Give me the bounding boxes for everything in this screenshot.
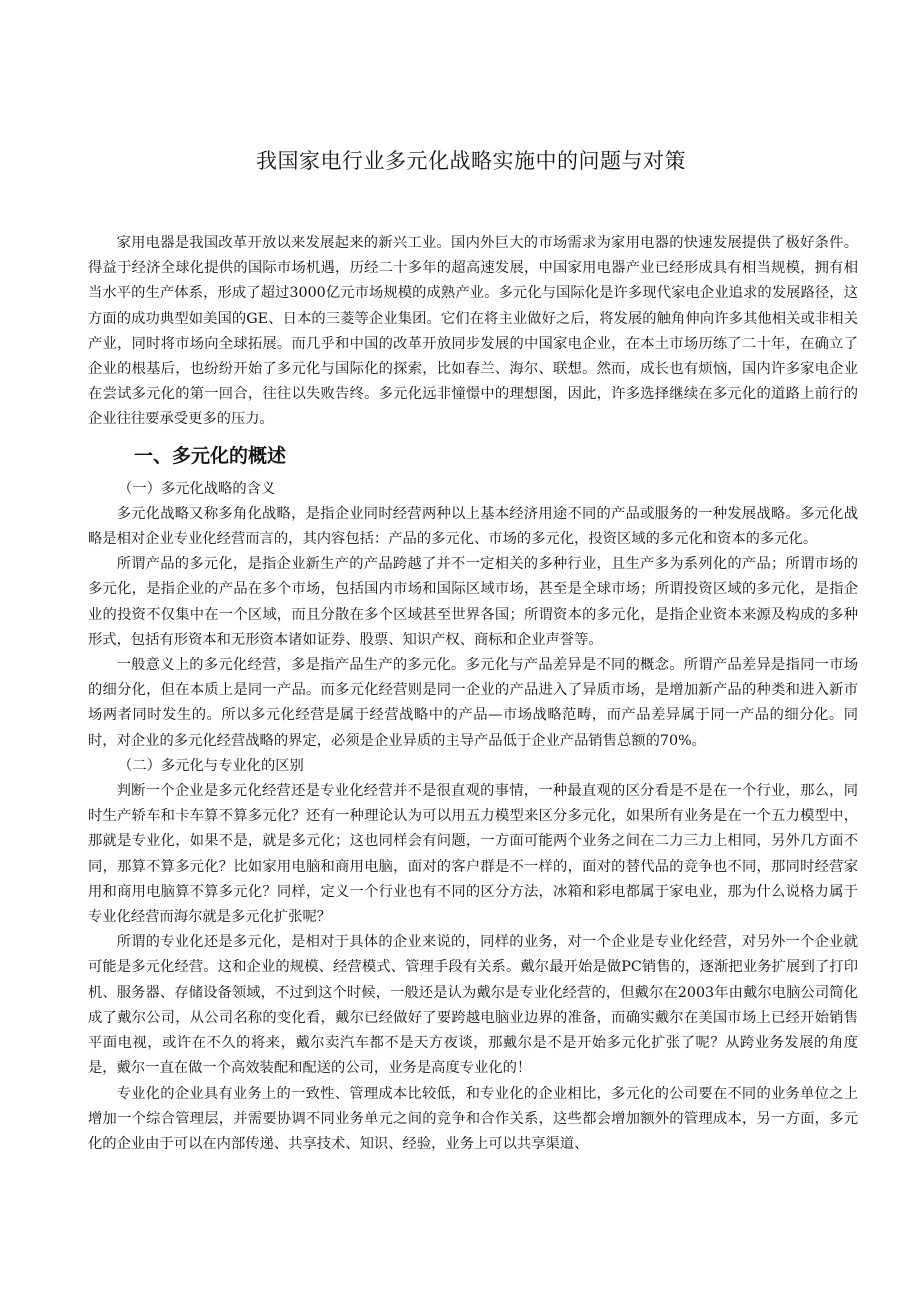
paragraph: 专业化的企业具有业务上的一致性、管理成本比较低，和专业化的企业相比，多元化的公司要在不同的业务单位之上增加一个综合管理层，并需要协调不同业务单元之间的竞争和合作关系，这些都会增加额外的管理成本，另一方面，多元化的企业由于可以在内部传递、共享技术、知识、经验，业务上可以共享渠道、 — [88, 1085, 858, 1152]
document-body — [88, 231, 858, 1157]
subsection-heading-difference: （二）多元化与专业化的区别 — [118, 757, 304, 774]
paragraph: 所谓产品的多元化，是指企业新生产的产品跨越了并不一定相关的多种行业，且生产多为系列化的产品；所谓市场的多元化，是指企业的产品在多个市场，包括国内市场和国际区域市场，甚至是全球市场；所谓投资区域的多元化，是指企业的投资不仅集中在一个区域，而且分散在多个区域甚至世界各国；所谓资本的多元化，是指企业资本来源及构成的多种形式，包括有形资本和无形资本诸如证券、股票、知识产权、商标和企业声誉等。 — [88, 556, 858, 648]
paragraph: 所谓的专业化还是多元化，是相对于具体的企业来说的，同样的业务，对一个企业是专业化经营，对另外一个企业就可能是多元化经营。这和企业的规模、经营模式、管理手段有关系。戴尔最开始是做PC销售的，逐渐把业务扩展到了打印机、服务器、存储设备领域，不过到这个时候，一般还是认为戴尔是专业化经营的，但戴尔在2003年由戴尔电脑公司简化成了戴尔公司，从公司名称的变化看，戴尔已经做好了要跨越电脑业边界的准备，而确实戴尔在美国市场上已经开始销售平面电视，或许在不久的将来，戴尔卖汽车都不是天方夜谈，那戴尔是不是开始多元化扩张了呢？从跨业务发展的角度是，戴尔一直在做一个高效装配和配送的公司，业务是高度专业化的！ — [88, 934, 858, 1077]
section-heading-overview: 一、多元化的概述 — [134, 444, 287, 467]
paragraph: 多元化战略又称多角化战略，是指企业同时经营两种以上基本经济用途不同的产品或服务的一种发展战略。多元化战略是相对企业专业化经营而言的，其内容包括：产品的多元化、市场的多元化，投资区域的多元化和资本的多元化。 — [88, 505, 858, 548]
subsection-heading-definition: （一）多元化战略的含义 — [118, 480, 276, 497]
paragraph: 一般意义上的多元化经营，多是指产品生产的多元化。多元化与产品差异是不同的概念。所谓产品差异是指同一市场的细分化，但在本质上是同一产品。而多元化经营则是同一企业的产品进入了异质市场，是增加新产品的种类和进入新市场两者同时发生的。所以多元化经营是属于经营战略中的产品—市场战略范畴，而产品差异属于同一产品的细分化。同时，对企业的多元化经营战略的界定，必须是企业异质的主导产品低于企业产品销售总额的70%。 — [88, 657, 858, 749]
paragraph: 判断一个企业是多元化经营还是专业化经营并不是很直观的事情，一种最直观的区分看是不是在一个行业，那么，同时生产轿车和卡车算不算多元化？还有一种理论认为可以用五力模型来区分多元化，如果所有业务是在一个五力模型中，那就是专业化，如果不是，就是多元化；这也同样会有问题，一方面可能两个业务之间在二力三力上相同，另外几方面不同，那算不算多元化？比如家用电脑和商用电脑，面对的客户群是不一样的，面对的替代品的竞争也不同，那同时经营家用和商用电脑算不算多元化？同样，定义一个行业也有不同的区分方法，冰箱和彩电都属于家电业，那为什么说格力属于专业化经营而海尔就是多元化扩张呢？ — [88, 783, 858, 926]
page-title: 我国家电行业多元化战略实施中的问题与对策 — [256, 149, 686, 173]
intro-paragraph: 家用电器是我国改革开放以来发展起来的新兴工业。国内外巨大的市场需求为家用电器的快速发展提供了极好条件。得益于经济全球化提供的国际市场机遇，历经二十多年的超高速发展，中国家用电器产业已经形成具有相当规模，拥有相当水平的生产体系，形成了超过3000亿元市场规模的成熟产业。多元化与国际化是许多现代家电企业追求的发展路径，这方面的成功典型如美国的GE、日本的三菱等企业集团。它们在将主业做好之后，将发展的触角伸向许多其他相关或非相关产业，同时将市场向全球拓展。而几乎和中国的改革开放同步发展的中国家电企业，在本土市场历练了二十年，在确立了企业的根基后，也纷纷开始了多元化与国际化的探索，比如春兰、海尔、联想。然而，成长也有烦恼，国内许多家电企业在尝试多元化的第一回合，往往以失败告终。多元化远非憧憬中的理想图，因此，许多选择继续在多元化的道路上前行的企业往往要承受更多的压力。 — [88, 235, 858, 428]
